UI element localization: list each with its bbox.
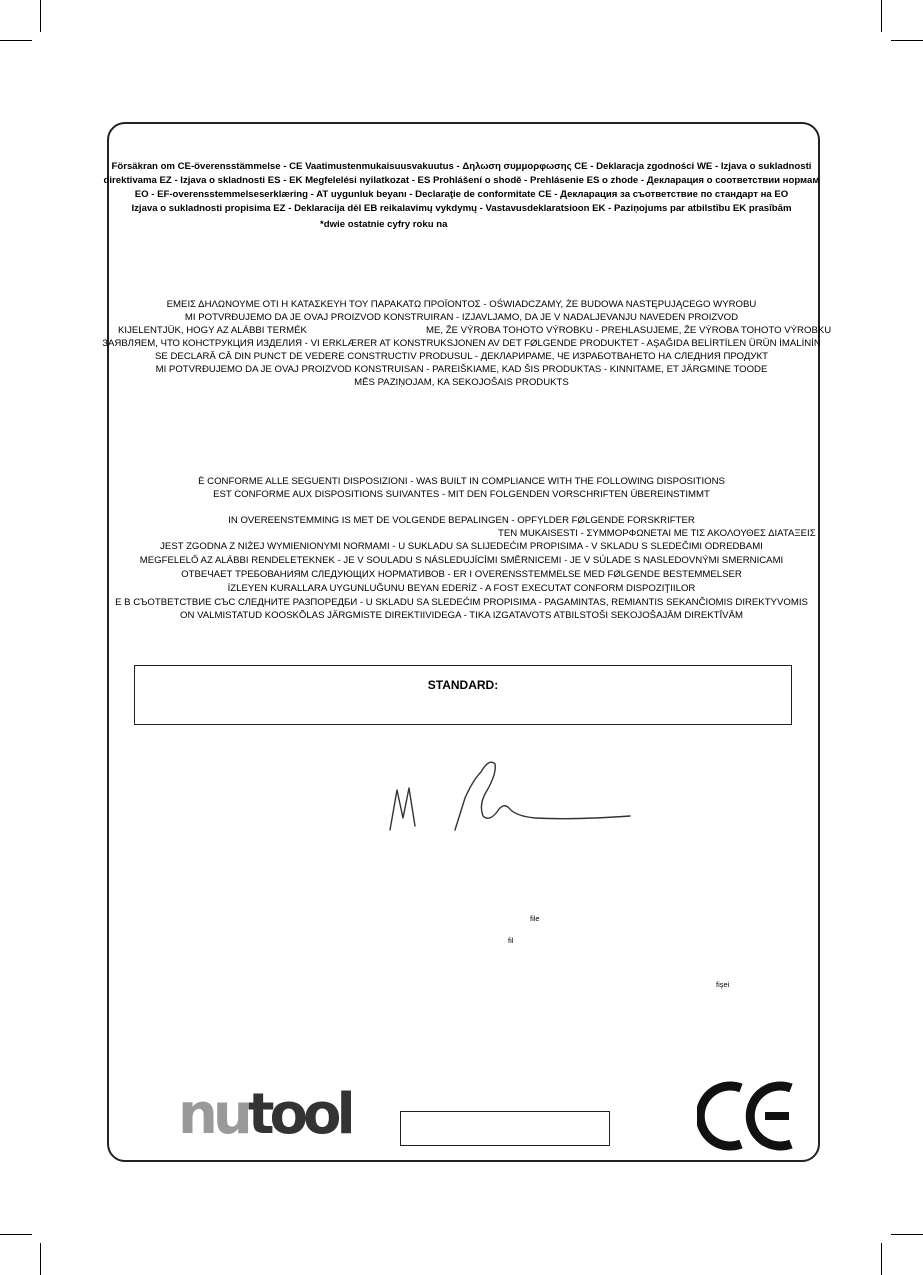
standard-box xyxy=(134,665,792,725)
file-word-1: file xyxy=(530,914,540,923)
product-line-5: SE DECLARĂ CĂ DIN PUNCT DE VEDERE CONSTRUCTIV PRODUSUL - ДЕКЛАРИРАМЕ, ЧЕ ИЗРАБОТВАНЕТО НА СЛЕДНИЯ ПРОДУКТ xyxy=(155,351,768,362)
file-word-3: fişei xyxy=(716,980,730,989)
crop-mark xyxy=(0,40,32,41)
year-note: *dwie ostatnie cyfry roku na xyxy=(320,219,448,230)
standard-label: STANDARD: xyxy=(427,678,499,692)
logo-tool: tool xyxy=(247,1082,351,1147)
declaration-card xyxy=(107,122,820,1162)
ce-mark-icon xyxy=(697,1080,797,1152)
header-line-4: Izjava o sukladnosti propisima EZ - Deklaracija dėl EB reikalavimų vykdymų - Vastavusdeklaratsioon EK - Paziņojums par atbilstību EK prasībām xyxy=(131,203,792,214)
compliance-line-7: ОТВЕЧАЕТ ТРЕБОВАНИЯМ СЛЕДУЮЩИХ НОРМАТИВОВ - ER I OVERENSSTEMMELSE MED FØLGENDE BESTEMMELSER xyxy=(181,569,742,580)
nutool-logo xyxy=(178,1082,351,1147)
crop-mark xyxy=(40,0,41,32)
crop-mark xyxy=(0,1234,32,1235)
compliance-line-4: TEN MUKAISESTI - ΣΥΜΜΟΡΦΩΝΕΤΑΙ ΜΕ ΤΙΣ ΑΚΟΛΟΥΘΕΣ ΔΙΑΤΑΞΕΙΣ xyxy=(498,528,816,539)
product-line-6: MĒS PAZIŅOJAM, KA SEKOJOŠAIS PRODUKTS xyxy=(354,377,569,388)
compliance-line-9: Е В СЪОТВЕТСТВИЕ СЪС СЛЕДНИТЕ РАЗПОРЕДБИ - U SKLADU SA SLEDEĆIM PROPISIMA - PAGAMINTAS, REMIANTIS SEKANČIOMIS DIREKTYVOMIS xyxy=(115,597,808,608)
signature xyxy=(385,750,635,840)
crop-mark xyxy=(891,1234,923,1235)
crop-mark xyxy=(891,40,923,41)
compliance-line-1: È CONFORME ALLE SEGUENTI DISPOSIZIONI - WAS BUILT IN COMPLIANCE WITH THE FOLLOWING DISPOSITIONS xyxy=(198,476,725,487)
file-word-2: fil xyxy=(508,936,514,945)
compliance-line-3: IN OVEREENSTEMMING IS MET DE VOLGENDE BEPALINGEN - OPFYLDER FØLGENDE FORSKRIFTER xyxy=(228,515,695,526)
product-split-left: KIJELENTJÜK, HOGY AZ ALÁBBI TERMÉK xyxy=(118,325,307,336)
header-line-1: Försäkran om CE-överensstämmelse - CE Vaatimustenmukaisuusvakuutus - Δηλωση συμμορφωσης CE - Deklaracja zgodności WE - Izjava o sukladnosti xyxy=(111,161,812,172)
crop-mark xyxy=(881,1243,882,1275)
compliance-line-10: ON VALMISTATUD KOOSKÕLAS JÄRGMISTE DIREKTIIVIDEGA - TIKA IZGATAVOTS ATBILSTOŠI SEKOJOŠAJĀM DIREKTĪVĀM xyxy=(180,610,743,621)
compliance-line-2: EST CONFORME AUX DISPOSITIONS SUIVANTES - MIT DEN FOLGENDEN VORSCHRIFTEN ÜBEREINSTIMMT xyxy=(213,489,710,500)
header-line-2: direktivama EZ - Izjava o skladnosti ES - EK Megfelelési nyilatkozat - ES Prohlášení o shodě - Prehlásenie ES o zhode - Декларация о соответствии нормам xyxy=(103,175,820,186)
blank-field-box xyxy=(400,1111,610,1146)
header-line-3: EO - EF-overensstemmelseserklæring - AT uygunluk beyanı - Declaraţie de conformitate CE - Декларация за съответствие по стандарт на ЕО xyxy=(134,189,789,200)
product-line-3: MI POTVRĐUJEMO DA JE OVAJ PROIZVOD KONSTRUISAN - PAREIŠKIAME, KAD ŠIS PRODUKTAS - KINNITAME, ET JÄRGMINE TOODE xyxy=(155,364,768,375)
compliance-line-6: MEGFELELŐ AZ ALÁBBI RENDELETEKNEK - JE V SOULADU S NÁSLEDUJÍCÍMI SMĚRNICEMI - JE V SÚLADE S NASLEDOVNÝMI SMERNICAMI xyxy=(139,555,784,566)
compliance-line-8: İZLEYEN KURALLARA UYGUNLUĞUNU BEYAN EDERİZ - A FOST EXECUTAT CONFORM DISPOZIŢIILOR xyxy=(227,583,696,594)
product-line-2: MI POTVRĐUJEMO DA JE OVAJ PROIZVOD KONSTRUIRAN - IZJAVLJAMO, DA JE V NADALJEVANJU NAVEDEN PROIZVOD xyxy=(184,312,739,323)
compliance-line-5: JEST ZGODNA Z NIŻEJ WYMIENIONYMI NORMAMI - U SUKLADU SA SLIJEDEĆIM PROPISIMA - V SKLADU S SLEDEČIMI ODREDBAMI xyxy=(160,541,763,552)
crop-mark xyxy=(40,1243,41,1275)
product-line-4: ЗАЯВЛЯЕМ, ЧТО КОНСТРУКЦИЯ ИЗДЕЛИЯ - VI ERKLÆRER AT KONSTRUKSJONEN AV DET FØLGENDE PRODUKTET - AŞAĞIDA BELİRTİLEN ÜRÜN İMALİNİN xyxy=(102,338,821,349)
product-line-1: ΕΜΕΙΣ ΔΗΛΩΝΟΥΜΕ ΟΤΙ Η ΚΑΤΑΣΚΕΥΗ ΤΟΥ ΠΑΡΑΚΑΤΩ ΠΡΟΪΟΝΤΟΣ - OŚWIADCZAMY, ŻE BUDOWA NASTĘPUJĄCEGO WYROBU xyxy=(166,299,757,310)
logo-nu: nu xyxy=(178,1082,248,1147)
product-split-right: ME, ŽE VÝROBA TOHOTO VÝROBKU - PREHLASUJEME, ŽE VÝROBA TOHOTO VÝROBKU xyxy=(426,325,832,336)
crop-mark xyxy=(881,0,882,32)
